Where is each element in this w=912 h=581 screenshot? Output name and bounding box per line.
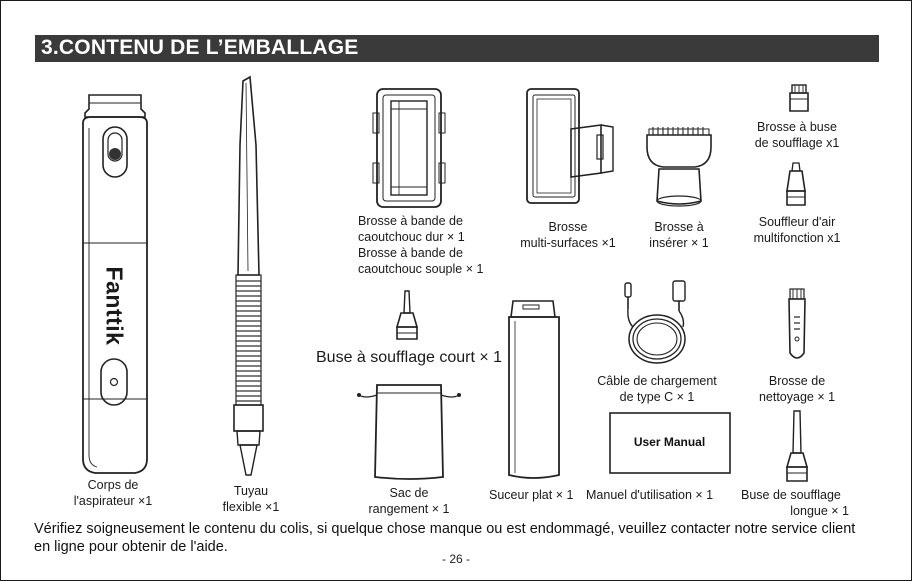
item-caption-crevice-tool: Suceur plat × 1 (489, 488, 574, 502)
item-caption-cleaning-brush: Brosse de nettoyage × 1 (758, 374, 836, 404)
item-caption-air-blower: Souffleur d'air multifonction x1 (753, 215, 841, 245)
blower-nozzle-brush-illustration (785, 83, 813, 115)
short-blower-nozzle-illustration (393, 289, 421, 345)
section-banner (35, 35, 879, 62)
usb-c-cable-illustration (619, 279, 697, 371)
flexible-hose-illustration (226, 75, 281, 483)
multi-surface-brush-illustration (521, 85, 625, 211)
cleaning-brush-illustration (783, 287, 811, 367)
item-caption-rubber-strip-brush: Brosse à bande de caoutchouc dur × 1 Brosse à bande de caoutchouc souple × 1 (358, 214, 484, 276)
item-caption-user-manual: Manuel d'utilisation × 1 (586, 488, 714, 502)
user-manual-label: User Manual (633, 435, 706, 449)
crevice-tool-illustration (503, 295, 567, 485)
item-caption-multi-surface-brush: Brosse multi-surfaces ×1 (520, 220, 616, 250)
brand-logo: Fanttik (101, 266, 128, 346)
air-blower-illustration (781, 161, 811, 209)
rubber-strip-brush-illustration (369, 83, 449, 213)
item-caption-insert-brush: Brosse à insérer × 1 (649, 220, 709, 250)
page-number: - 26 - (441, 552, 470, 566)
item-caption-short-blower-nozzle: Buse à soufflage court × 1 (316, 349, 503, 366)
footer-note: Vérifiez soigneusement le contenu du colis, si quelque chose manque ou est endommagé, veuillez contacter notre service client en ligne pour obtenir de l'aide. (34, 521, 856, 555)
item-caption-usb-c-cable: Câble de chargement de type C × 1 (597, 374, 717, 404)
insert-brush-illustration (639, 125, 719, 211)
section-title: 3.CONTENU DE L’EMBALLAGE (41, 36, 359, 59)
storage-bag-illustration (355, 381, 463, 485)
item-caption-vacuum-body: Corps de l'aspirateur ×1 (73, 478, 153, 508)
item-caption-flexible-hose: Tuyau flexible ×1 (222, 484, 280, 514)
item-caption-long-blower-nozzle: Buse de soufflage longue × 1 (741, 488, 849, 518)
long-blower-nozzle-illustration (783, 409, 811, 485)
item-caption-blower-nozzle-brush: Brosse à buse de soufflage x1 (754, 120, 840, 150)
item-caption-storage-bag: Sac de rangement × 1 (368, 486, 450, 516)
